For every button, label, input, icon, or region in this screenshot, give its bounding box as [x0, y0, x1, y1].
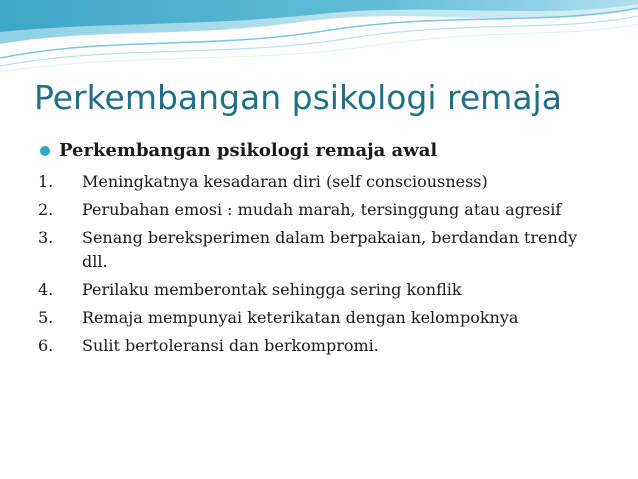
list-item: [38, 198, 598, 222]
slide-title: Perkembangan psikologi remaja: [34, 78, 562, 117]
numbered-list: [38, 170, 598, 362]
list-item-number: 2.: [38, 200, 54, 219]
list-item: [38, 226, 598, 274]
list-item-number: 1.: [38, 172, 54, 191]
list-item: [38, 170, 598, 194]
bullet-dot-icon: [40, 146, 50, 156]
list-item: [38, 278, 598, 302]
list-item-number: 6.: [38, 336, 54, 355]
list-item-number: 3.: [38, 228, 54, 247]
wave-header-decoration: [0, 0, 638, 80]
list-item-text: Senang bereksperimen dalam berpakaian, berdandan trendy dll.: [82, 228, 578, 271]
list-item-text: Meningkatnya kesadaran diri (self consciousness): [82, 172, 488, 191]
list-item-text: Perubahan emosi : mudah marah, tersinggung atau agresif: [82, 200, 562, 219]
list-item-number: 4.: [38, 280, 54, 299]
list-item: [38, 306, 598, 330]
list-item-text: Remaja mempunyai keterikatan dengan kelompoknya: [82, 308, 519, 327]
list-item-text: Sulit bertoleransi dan berkompromi.: [82, 336, 379, 355]
subheading: [40, 140, 620, 161]
subheading-text: Perkembangan psikologi remaja awal: [59, 140, 438, 161]
list-item-text: Perilaku memberontak sehingga sering konflik: [82, 280, 462, 299]
list-item-number: 5.: [38, 308, 54, 327]
list-item: [38, 334, 598, 358]
